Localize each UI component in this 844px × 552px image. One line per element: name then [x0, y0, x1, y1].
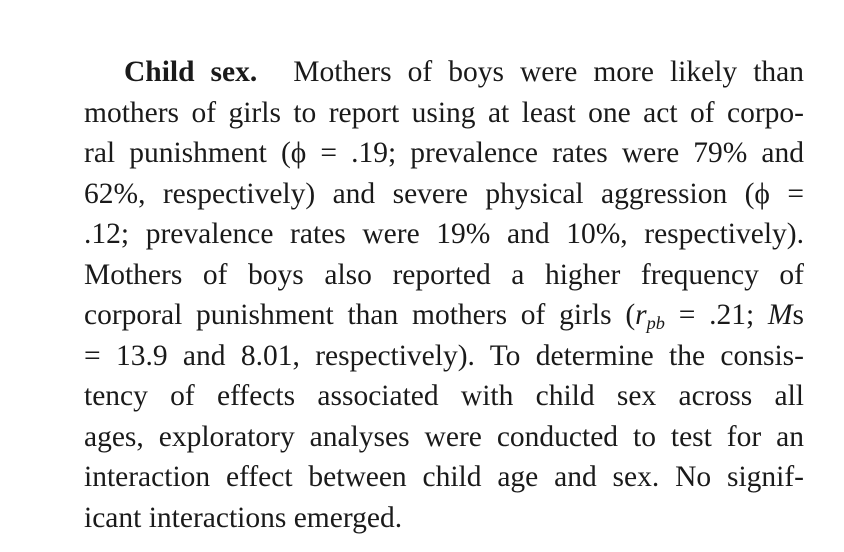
paragraph-line-5: .12; prevalence rates were 19% and 10%, respectively).: [84, 218, 804, 250]
line-1-text: Mothers of boys were more likely than: [293, 56, 804, 88]
paragraph-line-6: Mothers of boys also reported a higher frequency of: [84, 258, 804, 291]
line-7-text-b: = .21;: [664, 299, 768, 331]
line-7-text-a: corporal punishment than mothers of girls (: [84, 299, 636, 331]
paragraph-line-1: [84, 52, 804, 93]
paragraph-line-11: interaction effect between child age and sex. No signif-: [84, 461, 804, 493]
paragraph-line-7: [84, 295, 804, 336]
point-biserial-symbol: r: [635, 299, 647, 331]
section-heading: Child sex.: [124, 56, 258, 88]
line-7-text-c: s: [792, 299, 804, 331]
paragraph-line-8: = 13.9 and 8.01, respectively). To determine the consis-: [84, 339, 804, 372]
paragraph-line-4: 62%, respectively) and severe physical aggression (ϕ =: [84, 177, 804, 210]
mean-symbol: M: [767, 299, 793, 331]
point-biserial-subscript: pb: [646, 313, 665, 334]
results-paragraph: [84, 52, 804, 538]
paragraph-line-2: mothers of girls to report using at least one act of corpo-: [84, 96, 804, 129]
paragraph-line-9: tency of effects associated with child sex across all: [84, 380, 804, 412]
paragraph-line-10: ages, exploratory analyses were conducted to test for an: [84, 420, 804, 453]
paragraph-line-3: ral punishment (ϕ = .19; prevalence rates were 79% and: [84, 137, 804, 169]
paragraph-line-12: icant interactions emerged.: [84, 501, 403, 534]
